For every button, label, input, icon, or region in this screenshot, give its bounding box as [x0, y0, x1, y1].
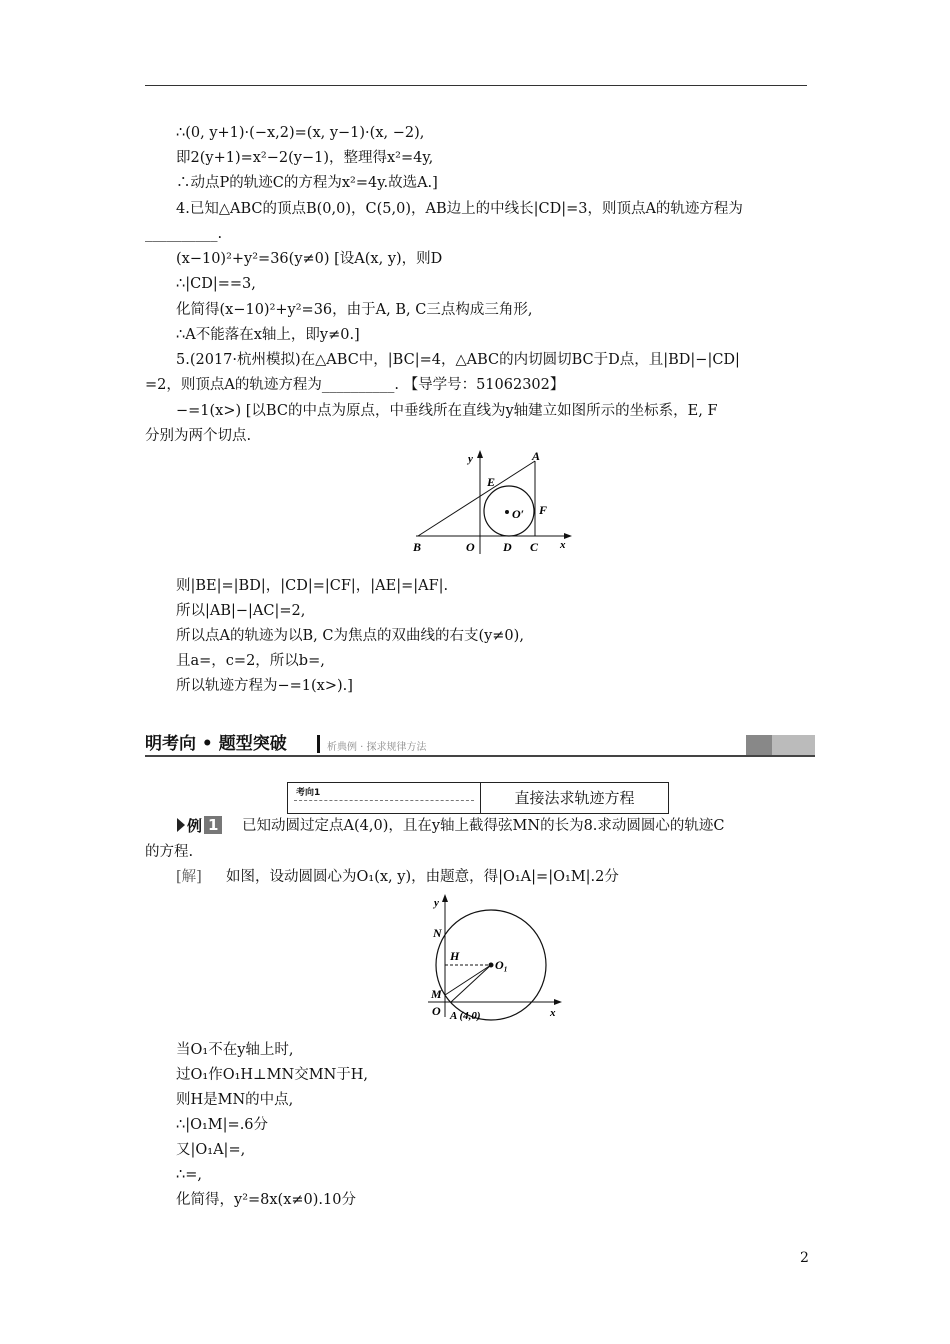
topic-title: 直接法求轨迹方程 [514, 789, 635, 807]
text-line: 当O₁不在y轴上时, [176, 1042, 294, 1058]
text-line: ∴|O₁M|=.6分 [176, 1117, 269, 1133]
text-line: 分别为两个切点. [145, 428, 252, 444]
text-line: 所以点A的轨迹为以B, C为焦点的双曲线的右支(y≠0), [176, 628, 524, 644]
origin-label: O [432, 1004, 441, 1018]
y-axis-label: y [434, 897, 439, 909]
point-h-label: H [450, 949, 460, 963]
section-title: 明考向 • 题型突破 [145, 734, 287, 754]
problem-4: 4.已知△ABC的顶点B(0,0)，C(5,0)，AB边上的中线长|CD|=3，则顶点A的轨迹方程为 [176, 201, 743, 217]
text-line: 则H是MN的中点, [176, 1092, 294, 1108]
incircle-figure [408, 448, 578, 558]
text-line: −=1(x>) [以BC的中点为原点，中垂线所在直线为y轴建立如图所示的坐标系，E, F [176, 403, 718, 419]
text-line: ∴(0, y+1)·(−x,2)=(x, y−1)·(x, −2), [176, 125, 425, 141]
point-e-label: E [487, 475, 496, 489]
topic-box [287, 782, 669, 814]
text-line: 的方程. [145, 844, 194, 860]
y-axis-label: y [468, 453, 473, 465]
solution-tag: [解] [176, 869, 202, 885]
origin-label: O [466, 540, 475, 554]
answer-blank: __________. [145, 226, 223, 242]
center-o-prime-label: O′ [512, 507, 525, 521]
text-line: 即2(y+1)=x²−2(y−1)，整理得x²=4y, [176, 150, 434, 166]
triangle-icon [177, 818, 185, 832]
text-line: 又|O₁A|=, [176, 1142, 246, 1158]
x-axis-label: x [550, 1007, 556, 1019]
text-line: 所以|AB|−|AC|=2, [176, 603, 306, 619]
section-subtitle: 析典例 · 探求规律方法 [327, 742, 427, 753]
section-underline [145, 755, 815, 757]
section-decor-dark [746, 735, 772, 755]
section-divider [317, 735, 320, 753]
point-f-label: F [539, 503, 548, 517]
point-c-label: C [530, 540, 539, 554]
problem-5: 5.(2017·杭州模拟)在△ABC中，|BC|=4，△ABC的内切圆切BC于D点，且|BD|−|CD| [176, 352, 740, 368]
example-badge [177, 815, 222, 835]
center-o1-label: O₁ [495, 958, 508, 972]
example-prefix: 例 [187, 816, 203, 835]
text-line: 且a=，c=2，所以b=, [176, 653, 325, 669]
header-rule [145, 85, 807, 86]
text-line: ∴A不能落在x轴上，即y≠0.] [176, 327, 360, 343]
point-d-label: D [503, 540, 512, 554]
point-n-label: N [433, 926, 442, 940]
point-b-label: B [413, 540, 422, 554]
example-statement: 已知动圆过定点A(4,0)，且在y轴上截得弦MN的长为8.求动圆圆心的轨迹C [242, 818, 725, 834]
text-line: ∴=, [176, 1167, 202, 1183]
text-line: ∴动点P的轨迹C的方程为x²=4y.故选A.] [176, 175, 438, 191]
topic-dash [294, 800, 474, 801]
topic-label: 考向1 [296, 788, 321, 798]
point-a-label: A (4,0) [450, 1010, 481, 1022]
text-line: 过O₁作O₁H⊥MN交MN于H, [176, 1067, 369, 1083]
section-header [145, 733, 815, 757]
page-number: 2 [800, 1250, 809, 1266]
text-line: 如图，设动圆圆心为O₁(x, y)，由题意，得|O₁A|=|O₁M|.2分 [226, 869, 619, 885]
text-line: 则|BE|=|BD|，|CD|=|CF|，|AE|=|AF|. [176, 578, 449, 594]
text-line: 所以轨迹方程为−=1(x>).] [176, 678, 353, 694]
x-axis-label: x [560, 539, 566, 551]
text-line: (x−10)²+y²=36(y≠0) [设A(x, y)，则D [176, 251, 443, 267]
text-line: 化简得，y²=8x(x≠0).10分 [176, 1192, 356, 1208]
text-line: 化简得(x−10)²+y²=36，由于A, B, C三点构成三角形, [176, 302, 533, 318]
example-number: 1 [204, 816, 222, 834]
point-m-label: M [431, 987, 442, 1001]
text-line: =2，则顶点A的轨迹方程为__________. 【导学号：51062302】 [145, 377, 565, 393]
section-decor-light [772, 735, 815, 755]
point-a-label: A [532, 449, 541, 463]
text-line: ∴|CD|==3, [176, 276, 256, 292]
moving-circle-figure [420, 892, 570, 1032]
